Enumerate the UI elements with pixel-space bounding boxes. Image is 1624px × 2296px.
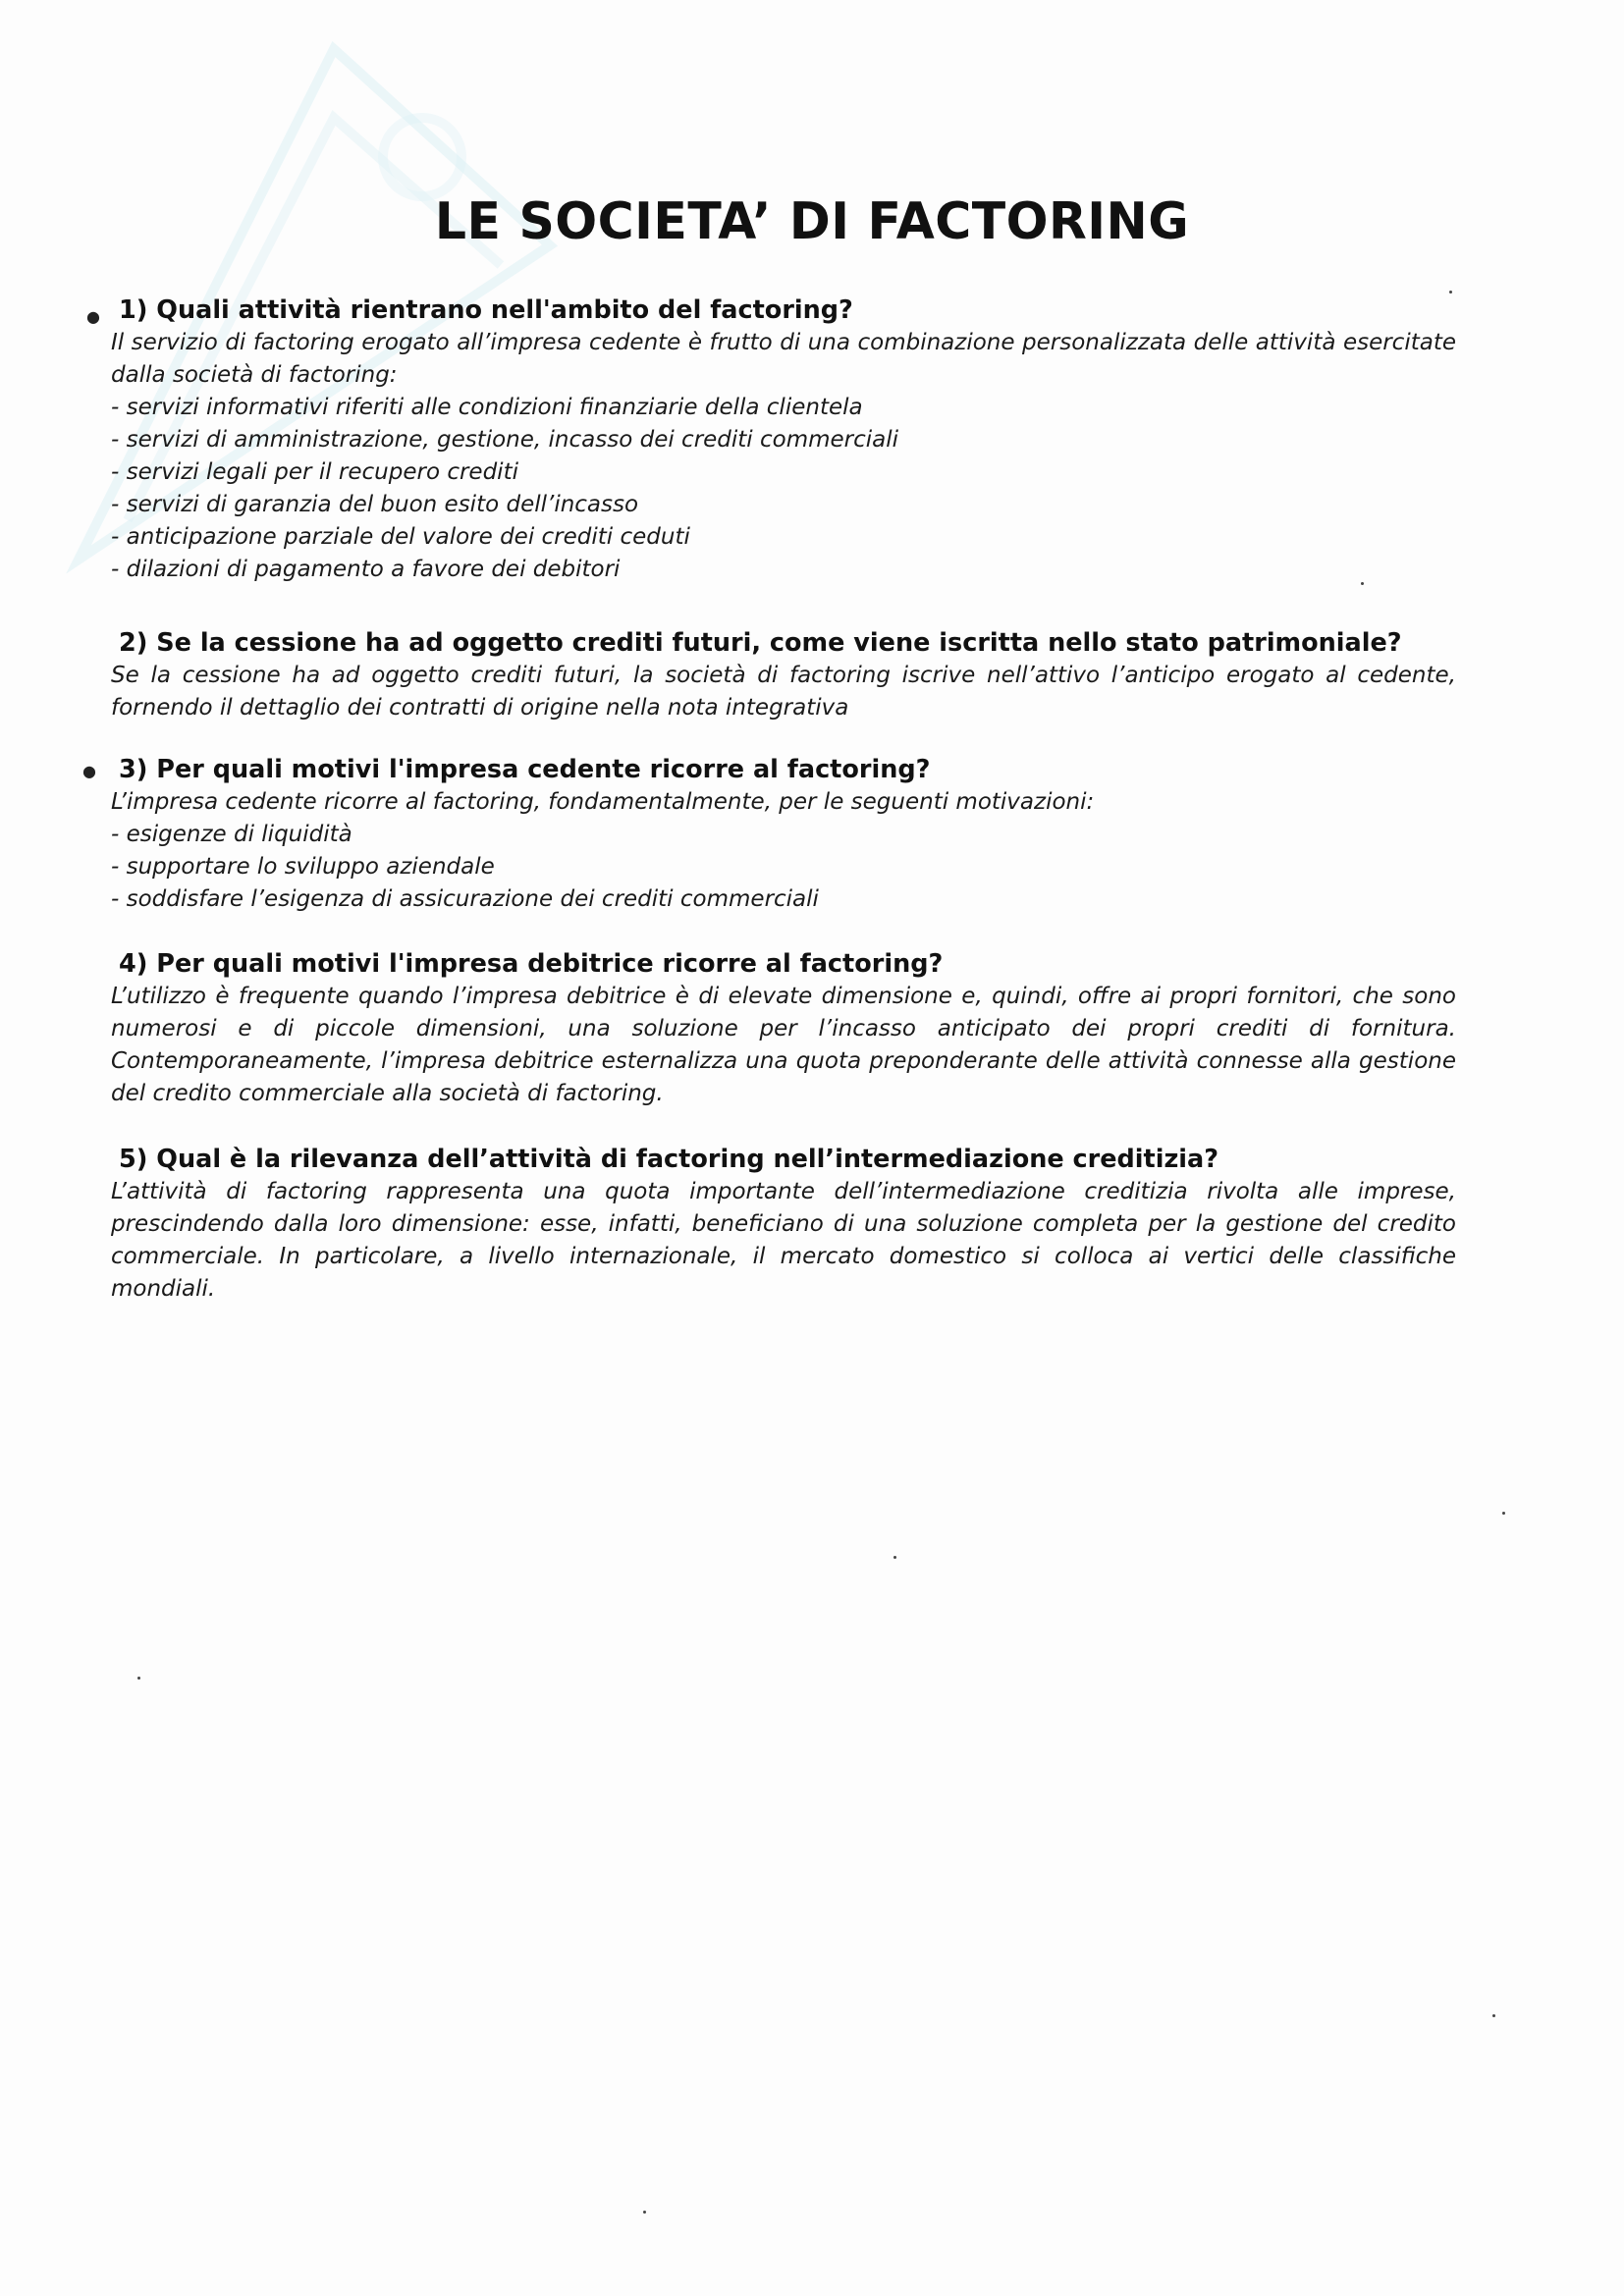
question-4: 4) Per quali motivi l'impresa debitrice ricorre al factoring? [119, 949, 944, 979]
qa-section-1 [111, 294, 1456, 586]
margin-mark-icon: ● [86, 307, 100, 326]
qa-section-3 [111, 753, 1456, 916]
answer-3: L’impresa cedente ricorre al factoring, fondamentalmente, per le seguenti motivazioni: [111, 789, 1095, 815]
answer-2: Se la cessione ha ad oggetto crediti futuri, la società di factoring iscrive nell’attivo l’anticipo erogato al cedente, fornendo il dettaglio dei contratti di origine nella nota integrativa [111, 663, 1456, 721]
list-item: - anticipazione parziale del valore dei crediti ceduti [111, 524, 690, 550]
list-item: - servizi legali per il recupero crediti [111, 459, 518, 485]
answer-4: L’utilizzo è frequente quando l’impresa debitrice è di elevate dimensione e, quindi, offre ai propri fornitori, che sono numerosi e di piccole dimensioni, una soluzione per l’incasso anticipato dei propri crediti di fornitura. Contemporaneamente, l’impresa debitrice esternalizza una quota preponderante delle attività connesse alla gestione del credito commerciale alla società di factoring. [111, 984, 1456, 1106]
list-item: - soddisfare l’esigenza di assicurazione dei crediti commerciali [111, 886, 819, 912]
list-item: - supportare lo sviluppo aziendale [111, 854, 495, 880]
qa-section-4 [111, 947, 1456, 1110]
list-item: - dilazioni di pagamento a favore dei debitori [111, 557, 621, 582]
answer-3-list [111, 819, 1456, 916]
document-title: LE SOCIETA’ DI FACTORING [434, 192, 1190, 251]
list-item: - servizi informativi riferiti alle condizioni finanziarie della clientela [111, 395, 863, 420]
question-1: 1) Quali attività rientrano nell'ambito del factoring? [119, 295, 853, 325]
scan-speck [893, 1556, 896, 1559]
qa-section-5 [111, 1143, 1456, 1306]
qa-section-2 [111, 626, 1456, 724]
scan-speck [1449, 291, 1452, 294]
scan-speck [643, 2211, 646, 2214]
answer-5: L’attività di factoring rappresenta una quota importante dell’intermediazione creditizia rivolta alle imprese, prescindendo dalla loro dimensione: esse, infatti, beneficiano di una soluzione completa per la gestione del credito commerciale. In particolare, a livello internazionale, il mercato domestico si colloca ai vertici delle classifiche mondiali. [111, 1179, 1456, 1302]
scan-speck [137, 1677, 140, 1680]
scan-speck [1492, 2014, 1495, 2017]
question-5: 5) Qual è la rilevanza dell’attività di factoring nell’intermediazione creditizia? [119, 1145, 1219, 1174]
answer-1: Il servizio di factoring erogato all’impresa cedente è frutto di una combinazione personalizzata delle attività esercitate dalla società di factoring: [111, 330, 1456, 388]
list-item: - esigenze di liquidità [111, 822, 352, 847]
margin-mark-icon: ● [82, 762, 96, 780]
scan-speck [1502, 1512, 1505, 1515]
answer-1-list [111, 392, 1456, 586]
list-item: - servizi di amministrazione, gestione, incasso dei crediti commerciali [111, 427, 899, 453]
question-3: 3) Per quali motivi l'impresa cedente ricorre al factoring? [119, 755, 931, 784]
scan-speck [1361, 582, 1364, 585]
question-2: 2) Se la cessione ha ad oggetto crediti futuri, come viene iscritta nello stato patrimoniale? [119, 628, 1402, 658]
list-item: - servizi di garanzia del buon esito dell’incasso [111, 492, 639, 517]
